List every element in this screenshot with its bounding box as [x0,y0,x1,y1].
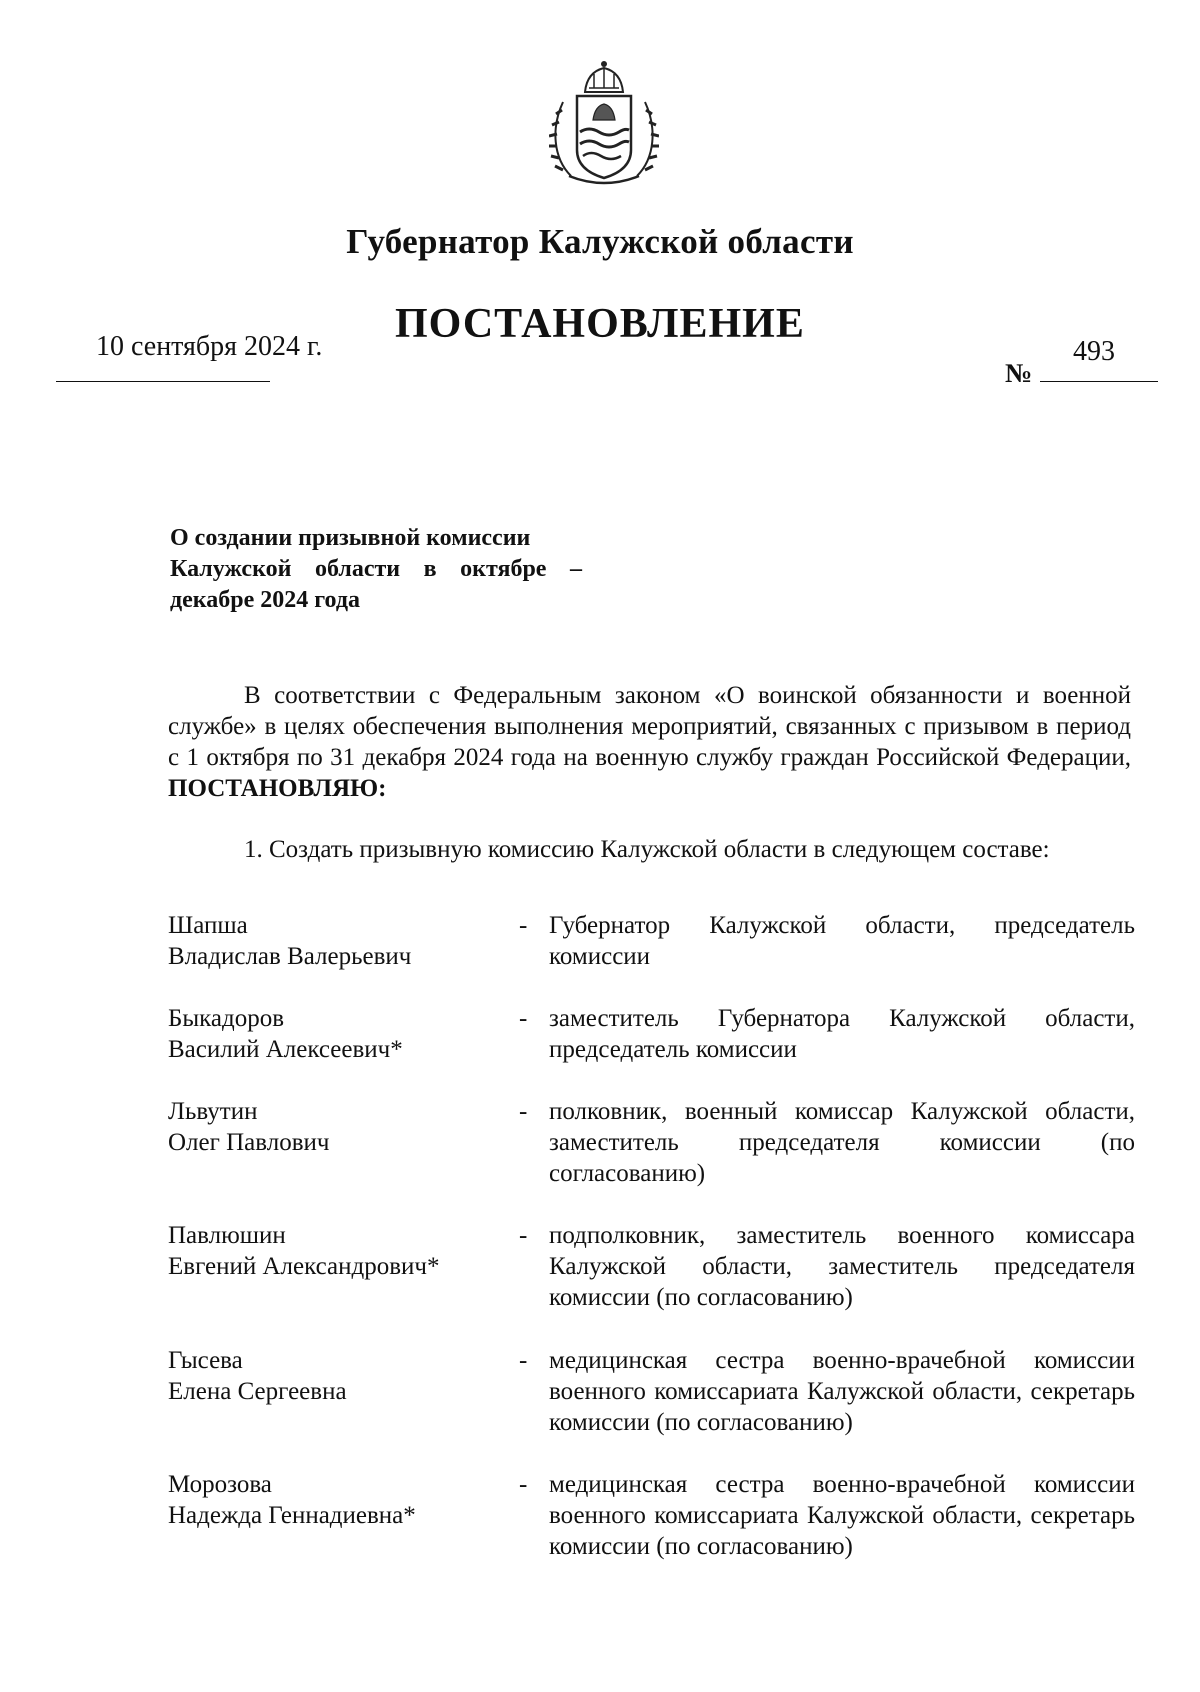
member-given-names: Василий Алексеевич* [168,1036,403,1063]
member-surname: Гысева [168,1347,243,1374]
document-subject [170,523,582,616]
member-name [168,1096,498,1158]
member-dash: - [519,912,528,939]
member-role: медицинская сестра военно-врачебной комиссии военного комиссариата Калужской области, секретарь комиссии (по согласованию) [549,1347,1135,1436]
member-given-names: Надежда Геннадиевна* [168,1502,416,1529]
member-surname: Шапша [168,912,248,939]
preamble-text: В соответствии с Федеральным законом «О воинской обязанности и военной службе» в целях обеспечения выполнения мероприятий, связанных с призывом в период с 1 октября по 31 декабря 2024 года на военную службу граждан Российской Федерации, [168,682,1131,771]
member-surname: Быкадоров [168,1005,285,1032]
member-given-names: Владислав Валерьевич [168,943,412,970]
member-surname: Львутин [168,1098,258,1125]
member-surname: Павлюшин [168,1222,286,1249]
member-surname: Морозова [168,1471,272,1498]
document-date: 10 сентября 2024 г. [96,331,323,362]
subject-line: декабре 2024 года [170,587,361,613]
date-underline [56,381,270,382]
member-role: полковник, военный комиссар Калужской области, заместитель председателя комиссии (по согласованию) [549,1098,1135,1187]
coat-of-arms-icon [549,58,659,188]
member-name [168,910,498,972]
member-name [168,1469,498,1531]
document-type: ПОСТАНОВЛЕНИЕ [395,301,805,347]
document-number: 493 [1073,336,1115,367]
member-role: заместитель Губернатора Калужской области, председатель комиссии [549,1005,1135,1063]
member-role: медицинская сестра военно-врачебной комиссии военного комиссариата Калужской области, секретарь комиссии (по согласованию) [549,1471,1135,1560]
preamble-paragraph [168,680,1131,804]
subject-line: О создании призывной комиссии [170,525,531,551]
member-given-names: Елена Сергеевна [168,1378,347,1405]
issuing-authority: Губернатор Калужской области [346,222,854,261]
member-dash: - [519,1347,528,1374]
number-underline [1040,381,1158,382]
item-1-text: 1. Создать призывную комиссию Калужской области в следующем составе: [244,836,1050,863]
member-role: подполковник, заместитель военного комиссара Калужской области, заместитель председателя комиссии (по согласованию) [549,1222,1135,1311]
member-dash: - [519,1005,528,1032]
member-dash: - [519,1222,528,1249]
member-dash: - [519,1098,528,1125]
member-given-names: Олег Павлович [168,1129,330,1156]
member-name [168,1220,498,1282]
member-dash: - [519,1471,528,1498]
member-given-names: Евгений Александрович* [168,1253,440,1280]
subject-line: Калужской области в октябре – [170,556,582,582]
member-name [168,1003,498,1065]
number-sign: № [1005,358,1033,388]
member-name [168,1345,498,1407]
member-role: Губернатор Калужской области, председатель комиссии [549,912,1135,970]
decree-word: ПОСТАНОВЛЯЮ: [168,775,387,802]
